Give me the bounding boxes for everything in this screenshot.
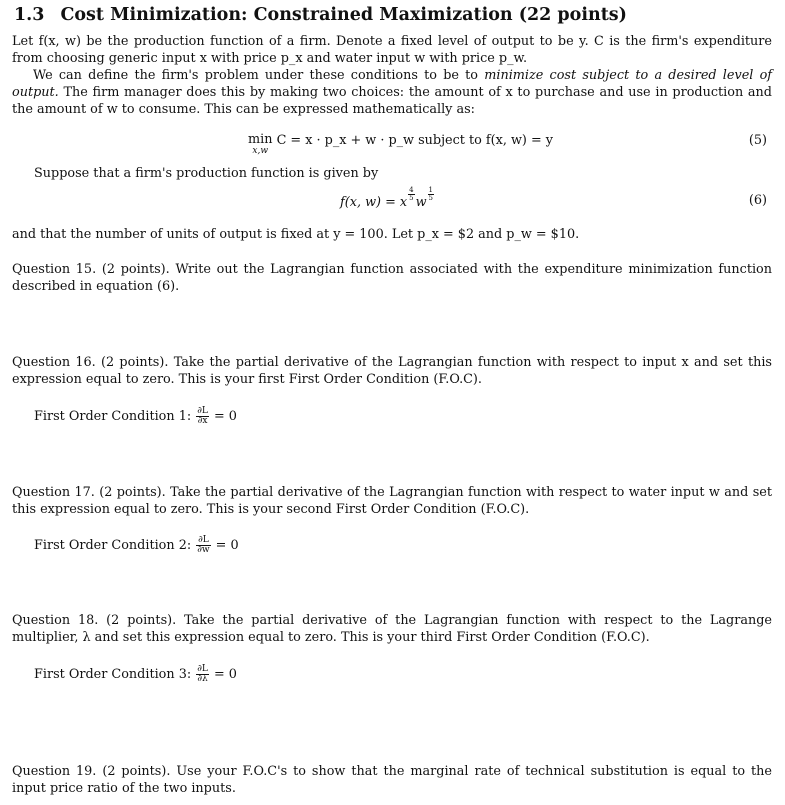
question-15 xyxy=(12,261,772,295)
foc-2-rhs: = 0 xyxy=(215,538,239,553)
question-15-text: Write out the Lagrangian function associated with the expenditure minimization function described in equation (6). xyxy=(12,262,772,294)
equation-6-w: w xyxy=(415,195,427,210)
suppose-text: Suppose that a firm's production function is given by xyxy=(34,166,379,181)
question-19-label: Question 19. (2 points). xyxy=(12,764,171,779)
question-17-text: Take the partial derivative of the Lagrangian function with respect to water input w and set this expression equal to zero. This is your second First Order Condition (F.O.C). xyxy=(12,485,772,517)
foc-1-fraction: $\frac{\partial L}{\partial x}$ xyxy=(197,406,208,426)
foc-2 xyxy=(34,536,239,555)
foc-3-label: First Order Condition 3: xyxy=(34,667,192,682)
intro-p2-emphasis: minimize cost subject to a desired level of output. xyxy=(12,68,773,100)
equation-6-number: (6) xyxy=(748,193,767,208)
question-18-label: Question 18. (2 points). xyxy=(12,613,177,628)
foc-3-rhs: = 0 xyxy=(213,667,237,682)
intro-p2-start: We can define the firm's problem under these conditions to be to xyxy=(33,68,485,83)
foc-2-label: First Order Condition 2: xyxy=(34,538,192,553)
question-16-label: Question 16. (2 points). xyxy=(12,355,169,370)
min-vars: x,w xyxy=(252,146,269,156)
foc-3 xyxy=(34,665,237,684)
question-17 xyxy=(12,484,772,518)
section-heading xyxy=(14,5,627,25)
intro-paragraph-1: Let f(x, w) be the production function of a firm. Denote a fixed level of output to be y. C is the firm's expenditure from choosing generic input x with price p_x and water input w with price p_w. xyxy=(12,34,772,66)
intro-p2-end: The firm manager does this by making two choices: the amount of x to purchase and use in production and the amount of w to consume. This can be expressed mathematically as: xyxy=(12,85,772,117)
question-16 xyxy=(12,354,772,388)
question-15-label: Question 15. (2 points). xyxy=(12,262,170,277)
section-number: 1.3 xyxy=(14,5,45,25)
foc-1-rhs: = 0 xyxy=(213,409,237,424)
question-18-text: Take the partial derivative of the Lagrangian function with respect to the Lagrange multiplier, λ and set this expression equal to zero. This is your third First Order Condition (F.O.C). xyxy=(12,613,772,645)
question-19 xyxy=(12,763,772,797)
question-16-text: Take the partial derivative of the Lagrangian function with respect to input x and set this expression equal to zero. This is your first First Order Condition (F.O.C). xyxy=(12,355,772,387)
foc-2-fraction: $\frac{\partial L}{\partial w}$ xyxy=(197,535,210,555)
fixed-output-text: and that the number of units of output is fixed at y = 100. Let p_x = $2 and p_w = $10. xyxy=(12,227,580,242)
equation-5-number: (5) xyxy=(748,133,767,148)
question-18 xyxy=(12,612,772,646)
min-operator: min x,w xyxy=(248,132,273,156)
equation-6-lhs: f(x, w) = x xyxy=(340,195,408,210)
question-19-text: Use your F.O.C's to show that the marginal rate of technical substitution is equal to the input price ratio of the two inputs. xyxy=(12,764,772,796)
intro-paragraph-2 xyxy=(12,67,772,118)
foc-1-label: First Order Condition 1: xyxy=(34,409,192,424)
section-title: Cost Minimization: Constrained Maximization (22 points) xyxy=(60,5,627,25)
x-exponent: 4 5 xyxy=(409,186,414,202)
question-17-label: Question 17. (2 points). xyxy=(12,485,166,500)
foc-3-fraction: $\frac{\partial L}{\partial\lambda}$ xyxy=(197,664,208,684)
foc-1 xyxy=(34,407,237,426)
w-exponent: 1 5 xyxy=(428,186,434,202)
equation-5-body: C = x · p_x + w · p_w subject to f(x, w) = y xyxy=(276,133,554,148)
